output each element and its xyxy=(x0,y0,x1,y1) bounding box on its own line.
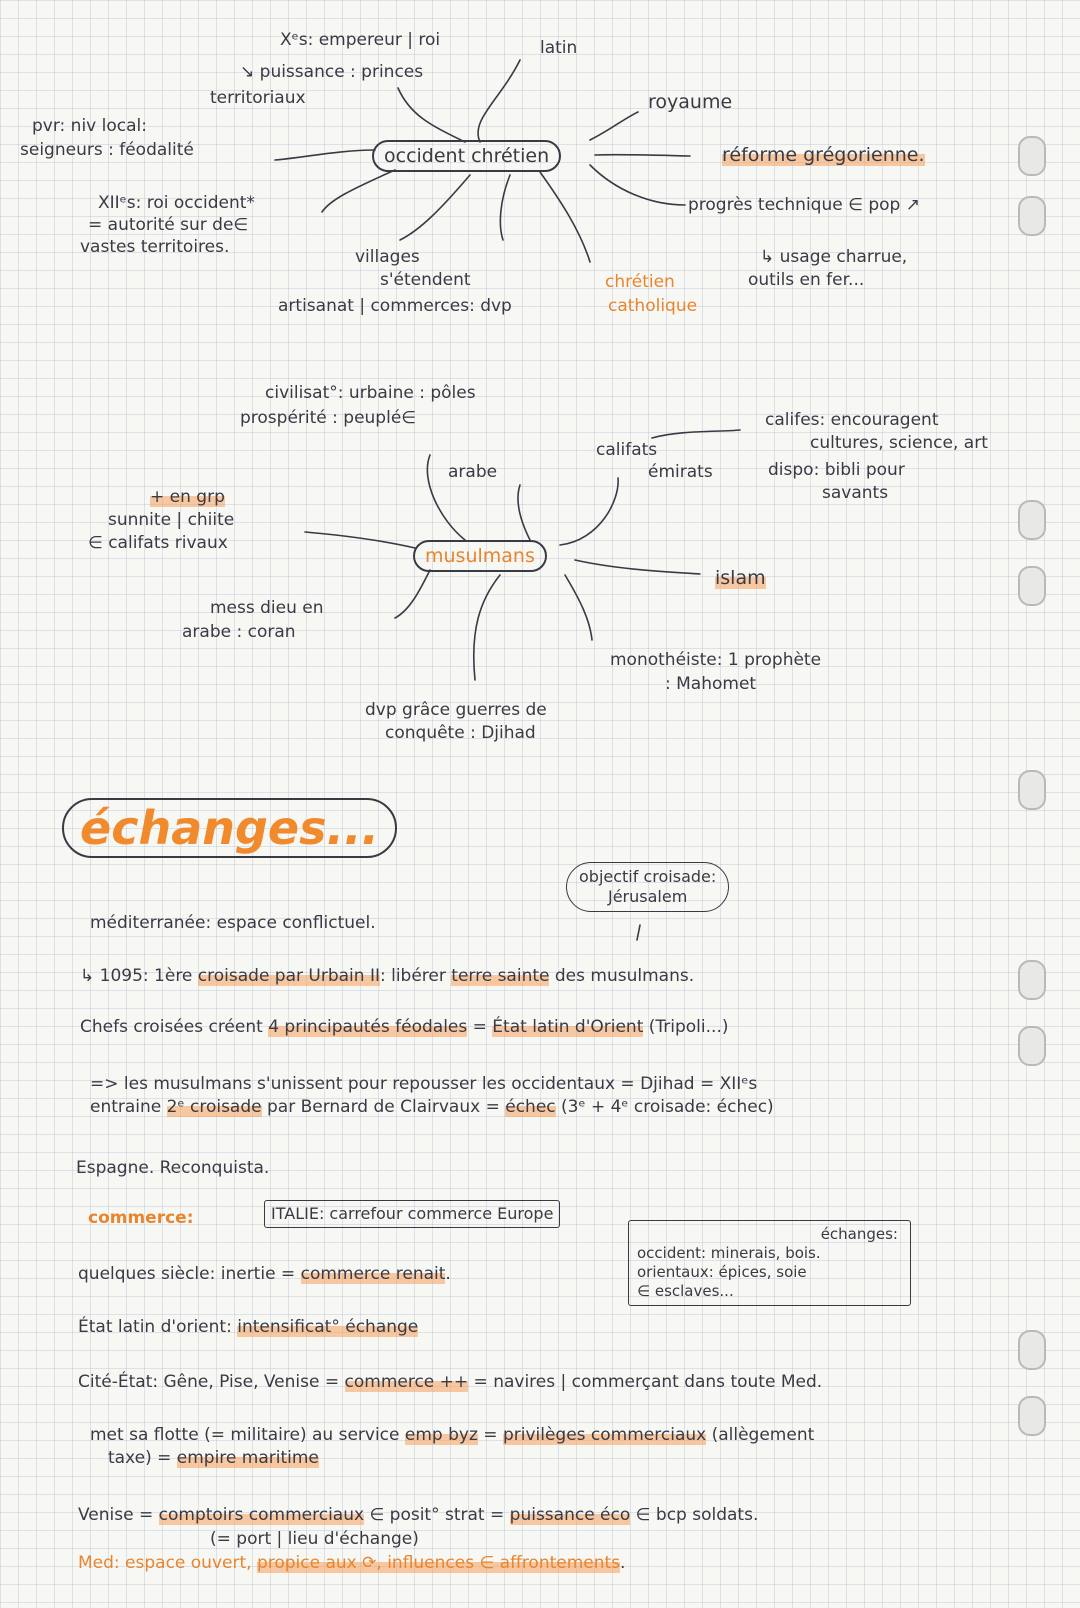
note-xii-authority: = autorité sur de∈ xyxy=(88,215,249,235)
line-etat-latin: État latin d'orient: intensificat° échange xyxy=(78,1317,419,1337)
echanges-box-line-3: ∈ esclaves... xyxy=(637,1282,734,1300)
line-mediterranee: méditerranée: espace conflictuel. xyxy=(90,913,376,933)
note-chretien: chrétien xyxy=(605,272,675,292)
note-power-loss: ↘ puissance : princes xyxy=(240,62,424,82)
line-empire-maritime: taxe) = empire maritime xyxy=(108,1448,319,1468)
label-commerce: commerce: xyxy=(88,1208,194,1228)
line-2e-croisade: entraine 2ᵉ croisade par Bernard de Clairvaux = échec (3ᵉ + 4ᵉ croisade: échec) xyxy=(90,1097,774,1117)
note-emirats: émirats xyxy=(648,462,713,482)
note-latin: latin xyxy=(540,38,578,58)
note-califats: califats xyxy=(596,440,658,460)
note-royaume: royaume xyxy=(648,91,733,113)
note-dvp-2: conquête : Djihad xyxy=(385,723,536,743)
note-catholique: catholique xyxy=(608,296,698,316)
note-setendent: s'étendent xyxy=(380,270,471,290)
note-mess-2: arabe : coran xyxy=(182,622,296,642)
line-espagne: Espagne. Reconquista. xyxy=(76,1158,270,1178)
echanges-box-line-2: orientaux: épices, soie xyxy=(637,1263,807,1281)
note-progres: progrès technique ∈ pop ↗ xyxy=(688,195,920,215)
binder-hole xyxy=(1018,1330,1046,1370)
note-xii-century: XIIᵉs: roi occident* xyxy=(98,193,255,213)
note-groups-2: sunnite | chiite xyxy=(108,510,235,530)
line-chefs-croisees: Chefs croisées créent 4 principautés féodales = État latin d'Orient (Tripoli...) xyxy=(80,1017,729,1037)
note-califes-1: califes: encouragent xyxy=(765,410,939,430)
line-quelques-siecles: quelques siècle: inertie = commerce renait. xyxy=(78,1264,451,1284)
hub-occident-chretien: occident chrétien xyxy=(372,140,561,172)
binder-hole xyxy=(1018,1396,1046,1436)
note-califes-4: savants xyxy=(822,483,889,503)
binder-hole xyxy=(1018,960,1046,1000)
line-musulmans-unissent: => les musulmans s'unissent pour repousser les occidentaux = Djihad = XIIᵉs xyxy=(90,1074,758,1094)
binder-hole xyxy=(1018,196,1046,236)
line-flotte: met sa flotte (= militaire) au service emp byz = privilèges commerciaux (allègement xyxy=(90,1425,815,1445)
echanges-box-title: échanges: xyxy=(820,1225,898,1243)
note-seigneurs: seigneurs : féodalité xyxy=(20,140,194,160)
note-califes-2: cultures, science, art xyxy=(810,433,988,453)
note-reforme: réforme grégorienne. xyxy=(722,144,925,166)
note-mess-1: mess dieu en xyxy=(210,598,324,618)
binder-hole xyxy=(1018,566,1046,606)
line-port-lieu: (= port | lieu d'échange) xyxy=(210,1529,419,1549)
italie-box: ITALIE: carrefour commerce Europe xyxy=(264,1200,560,1228)
note-pvr-local: pvr: niv local: xyxy=(32,116,147,136)
line-1095-croisade: ↳ 1095: 1ère croisade par Urbain II: libérer terre sainte des musulmans. xyxy=(80,966,695,986)
line-venise: Venise = comptoirs commerciaux ∈ posit° strat = puissance éco ∈ bcp soldats. xyxy=(78,1505,759,1525)
note-usage: ↳ usage charrue, xyxy=(760,247,908,267)
note-prosperite: prospérité : peuplé∈ xyxy=(240,408,417,428)
note-artisanat: artisanat | commerces: dvp xyxy=(278,296,512,316)
note-mono-2: : Mahomet xyxy=(665,674,757,694)
note-territorial: territoriaux xyxy=(210,88,306,108)
note-islam: islam xyxy=(715,567,766,589)
note-dvp-1: dvp grâce guerres de xyxy=(365,700,547,720)
note-xii-territories: vastes territoires. xyxy=(80,237,230,257)
line-cite-etat: Cité-État: Gêne, Pise, Venise = commerce ++ = navires | commerçant dans toute Med. xyxy=(78,1372,823,1392)
objectif-croisade-bubble: objectif croisade: Jérusalem xyxy=(566,862,729,912)
binder-hole xyxy=(1018,770,1046,810)
note-califes-3: dispo: bibli pour xyxy=(768,460,905,480)
note-arabe: arabe xyxy=(448,462,498,482)
note-villages: villages xyxy=(355,247,420,267)
note-groups-3: ∈ califats rivaux xyxy=(88,533,228,553)
note-x-century: Xᵉs: empereur | roi xyxy=(280,30,441,50)
hub-musulmans: musulmans xyxy=(413,540,547,572)
binder-hole xyxy=(1018,136,1046,176)
note-mono-1: monothéiste: 1 prophète xyxy=(610,650,822,670)
echanges-box xyxy=(628,1220,911,1306)
line-med-espace: Med: espace ouvert, propice aux ⟳, influences ∈ affrontements. xyxy=(78,1553,626,1573)
note-groups-1: + en grp xyxy=(150,487,225,507)
echanges-box-line-1: occident: minerais, bois. xyxy=(637,1244,821,1262)
binder-hole xyxy=(1018,1026,1046,1066)
section-title-echanges: échanges... xyxy=(62,798,397,858)
binder-hole xyxy=(1018,500,1046,540)
note-outils: outils en fer... xyxy=(748,270,865,290)
note-civilisation: civilisat°: urbaine : pôles xyxy=(265,383,476,403)
